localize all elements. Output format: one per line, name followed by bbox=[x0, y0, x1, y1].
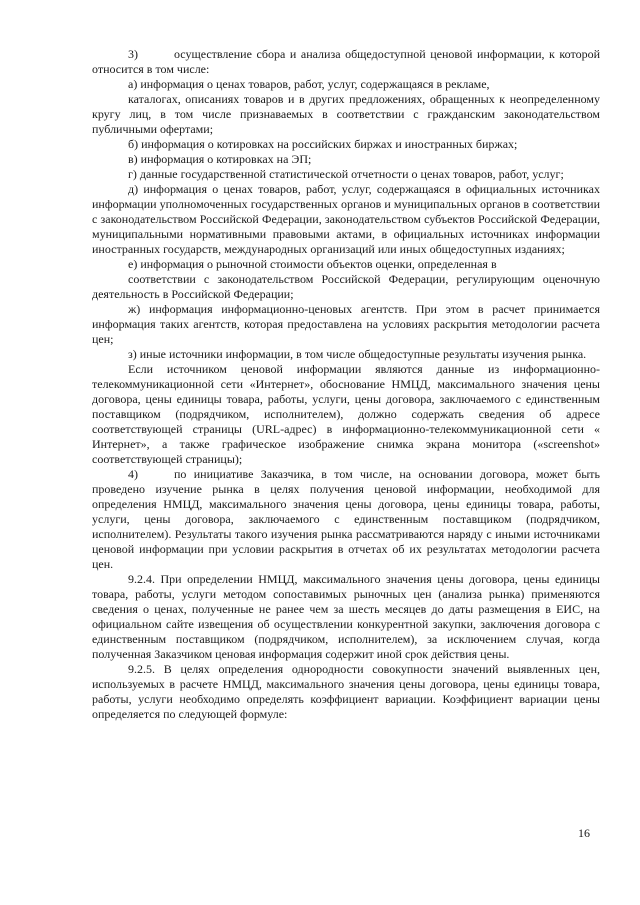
paragraph-item-3 bbox=[92, 47, 600, 77]
paragraph-internet-source: Если источником ценовой информации являются данные из информационно-телекоммуникационной сети «Интернет», обоснование НМЦД, максимального значения цены договора, цены единицы товара, работы, услуги, цены договора, заключаемого с единственным поставщиком (подрядчиком, исполнителем), должно содержать сведения об адресе соответствующей страницы (URL-адрес) в информационно-телекоммуникационной сети « Интернет», а также графическое изображение снимка экрана монитора («screenshot» соответствующей страницы); bbox=[92, 362, 600, 466]
paragraph-item-e-continued: соответствии с законодательством Российской Федерации, регулирующим оценочную деятельность в Российской Федерации; bbox=[92, 272, 600, 301]
paragraph-item-e: е) информация о рыночной стоимости объектов оценки, определенная в bbox=[128, 257, 497, 271]
paragraph-item-4 bbox=[92, 467, 600, 572]
paragraph-item-zh: ж) информация информационно-ценовых агентств. При этом в расчет принимается информация таких агентств, которая предоставлена на условиях раскрытия методологии расчета цен; bbox=[92, 302, 600, 346]
paragraph-item-z: з) иные источники информации, в том числе общедоступные результаты изучения рынка. bbox=[128, 347, 587, 361]
list-marker: 4) bbox=[128, 467, 138, 481]
paragraph-item-a-continued: каталогах, описаниях товаров и в других предложениях, обращенных к неопределенному кругу лиц, в том числе признаваемых в соответствии с гражданским законодательством публичными офертами; bbox=[92, 92, 600, 136]
paragraph-text: осуществление сбора и анализа общедоступной ценовой информации, к которой относится в том числе: bbox=[92, 47, 600, 76]
document-body bbox=[92, 47, 600, 722]
paragraph-9-2-4: 9.2.4. При определении НМЦД, максимального значения цены договора, цены единицы товара, работы, услуги методом сопоставимых рыночных цен (анализа рынка) применяются сведения о ценах, полученные не ранее чем за шесть месяцев до даты размещения в ЕИС, на официальном сайте извещения об осуществлении конкурентной закупки, заключения договора с единственным поставщиком (подрядчиком, исполнителем), за исключением случая, когда полученная Заказчиком ценовая информация содержит иной срок действия цены. bbox=[92, 572, 600, 661]
paragraph-item-b: б) информация о котировках на российских биржах и иностранных биржах; bbox=[128, 137, 518, 151]
paragraph-9-2-5: 9.2.5. В целях определения однородности совокупности значений выявленных цен, используемых в расчете НМЦД, максимального значения цены договора, цены единицы товара, работы, услуги необходимо определять коэффициент вариации. Коэффициент вариации цены определяется по следующей формуле: bbox=[92, 662, 600, 721]
list-marker: 3) bbox=[128, 47, 138, 61]
paragraph-text: по инициативе Заказчика, в том числе, на основании договора, может быть проведено изучение рынка в целях получения ценовой информации, необходимой для определения НМЦД, максимального значения цены договора, цены единицы товара, работы, услуги, цены договора, заключаемого с единственным поставщиком (подрядчиком, исполнителем). Результаты такого изучения рынка рассматриваются наряду с иными источниками ценовой информации при условии раскрытия в отчетах об их результатах методологии расчета цен. bbox=[92, 467, 600, 571]
paragraph-item-v: в) информация о котировках на ЭП; bbox=[128, 152, 312, 166]
paragraph-item-d: д) информация о ценах товаров, работ, услуг, содержащаяся в официальных источниках информации уполномоченных государственных органов и муниципальных органов в соответствии с законодательством Российской Федерации, законодательством субъектов Российской Федерации, муниципальными нормативными правовыми актами, в официальных источниках информации иностранных государств, международных организаций или иных общедоступных изданиях; bbox=[92, 182, 600, 256]
page-number: 16 bbox=[578, 826, 590, 840]
paragraph-item-a: а) информация о ценах товаров, работ, услуг, содержащаяся в рекламе, bbox=[128, 77, 490, 91]
paragraph-item-g: г) данные государственной статистической отчетности о ценах товаров, работ, услуг; bbox=[128, 167, 564, 181]
